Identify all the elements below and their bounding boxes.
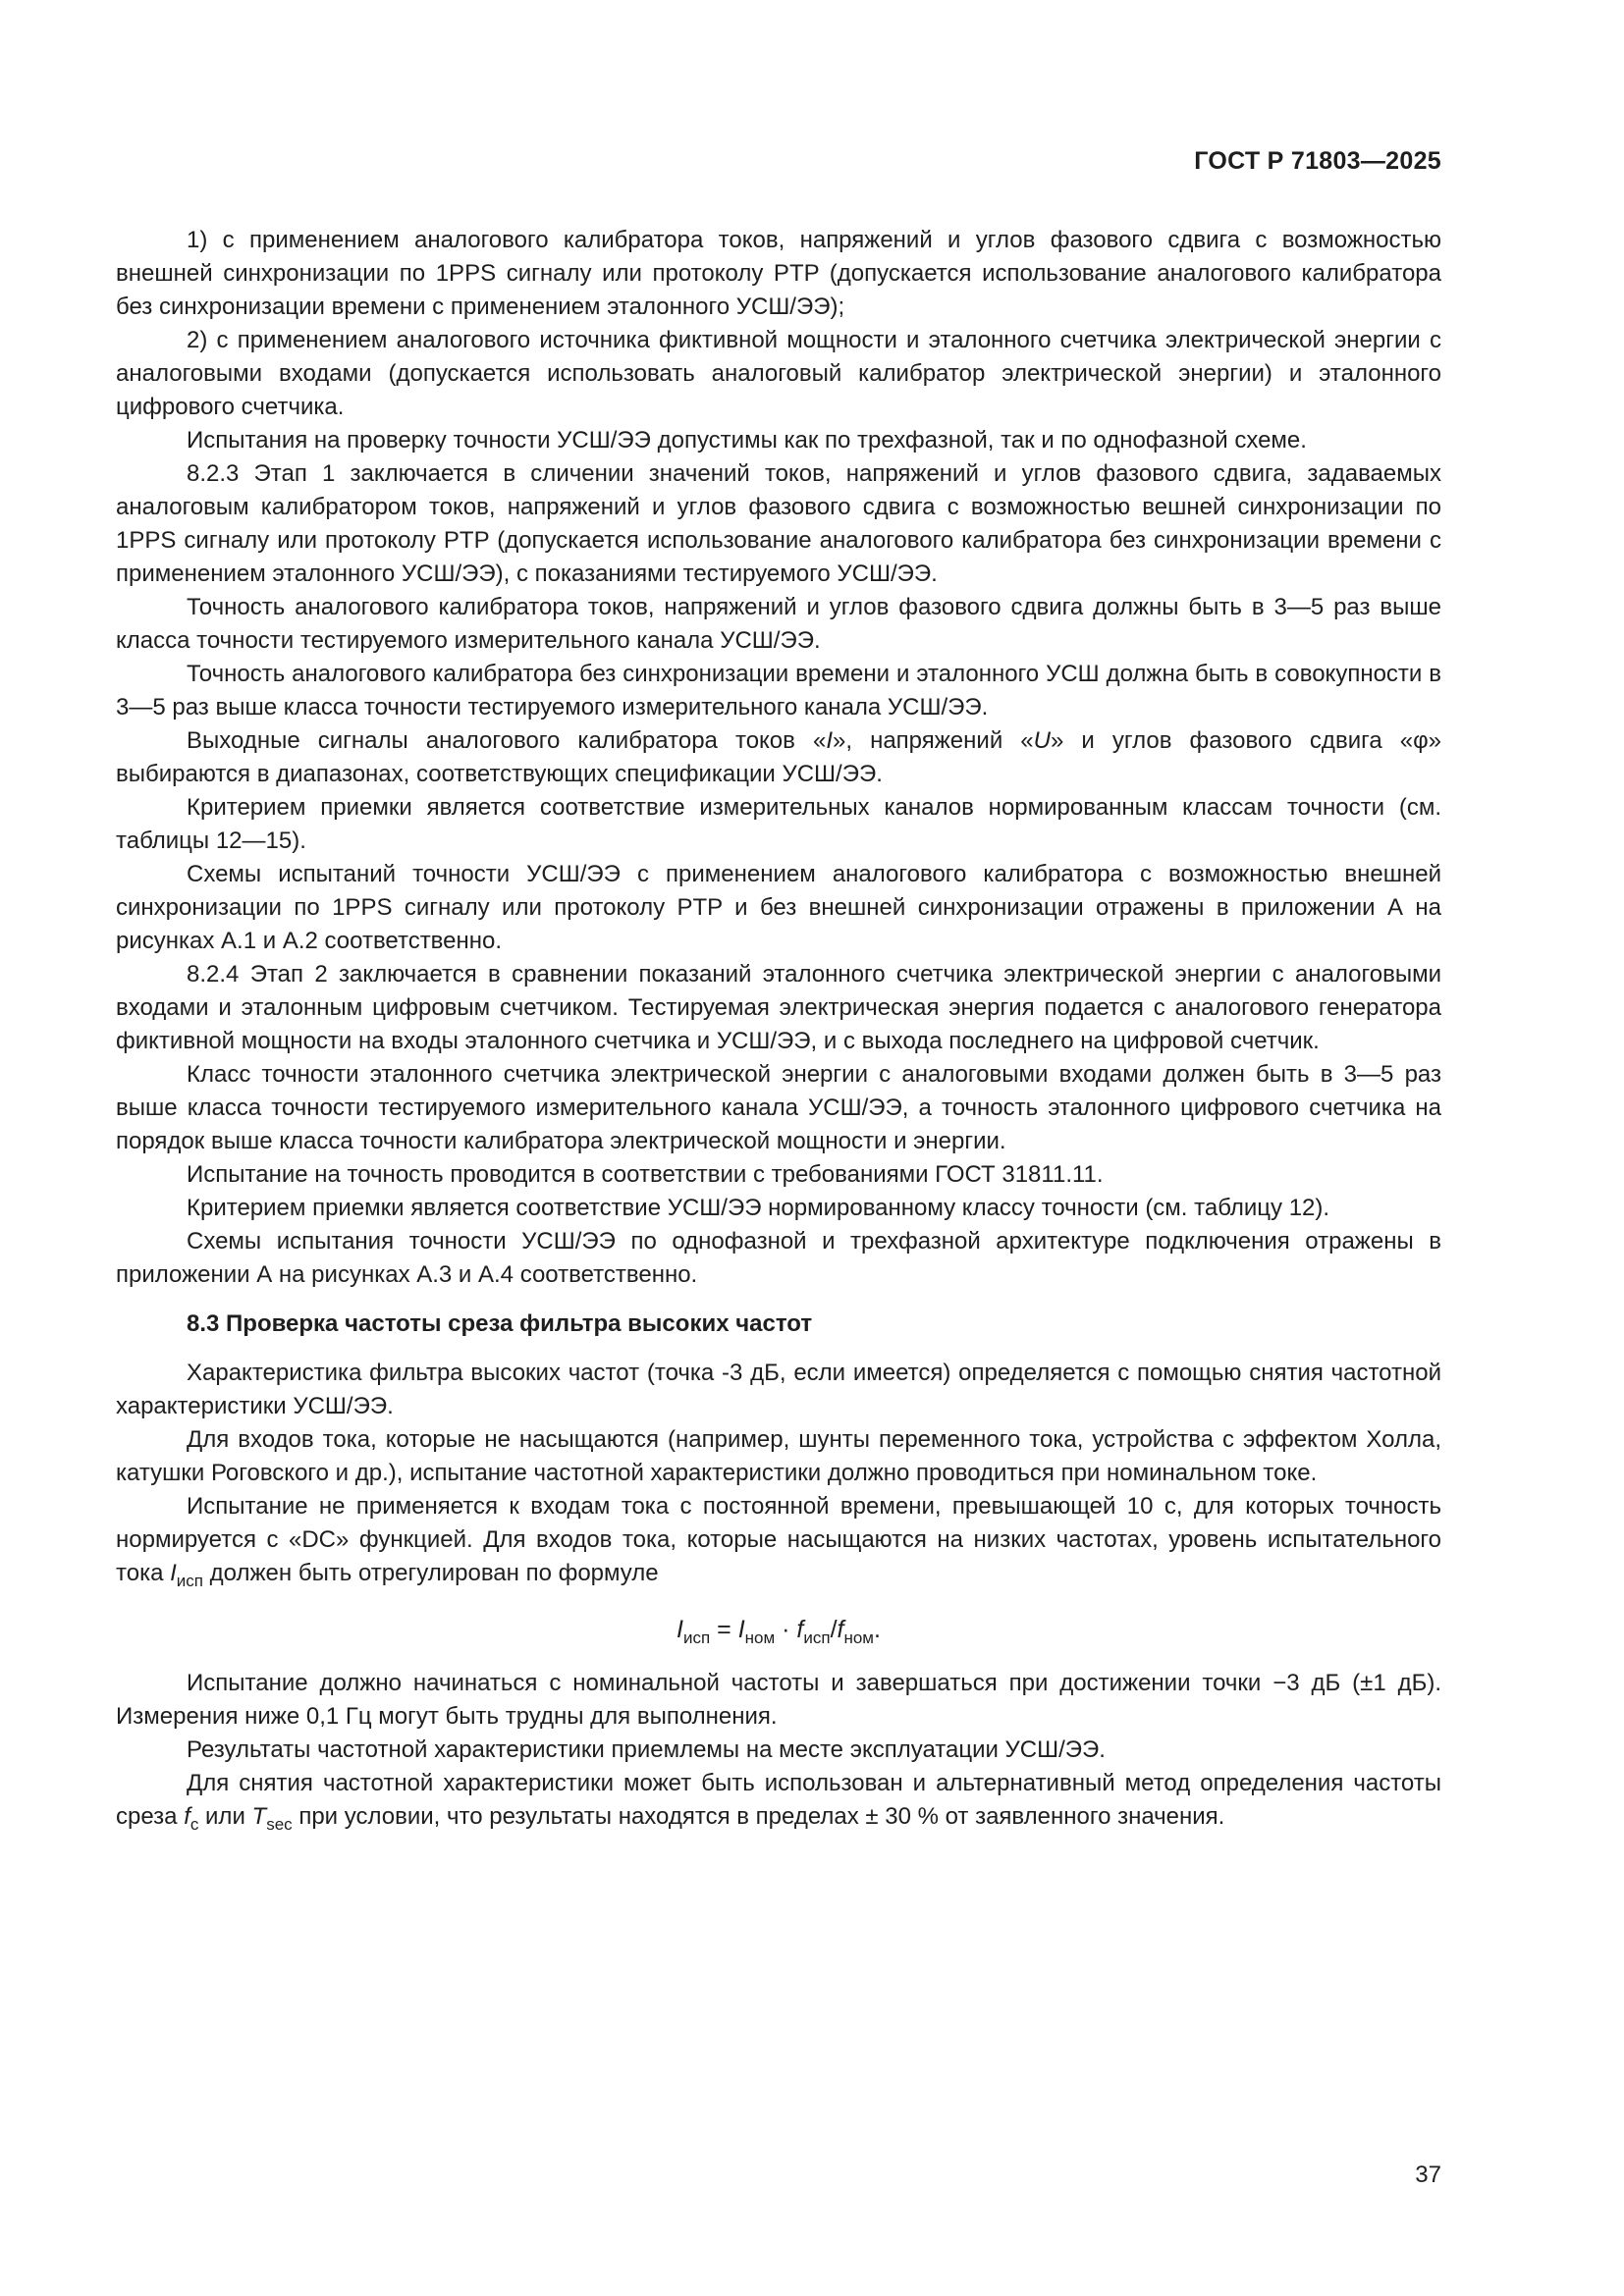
paragraph: Критерием приемки является соответствие измерительных каналов нормированным классам точности (см. таблицы 12—15).: [116, 794, 1441, 854]
paragraph: Класс точности эталонного счетчика электрической энергии с аналоговыми входами должен быть в 3—5 раз выше класса точности тестируемого измерительного канала УСШ/ЭЭ, а точность эталонного цифрового счетчика на порядок выше класса точности калибратора электрической мощности и энергии.: [116, 1061, 1441, 1154]
paragraph-alternative-method: Для снятия частотной характеристики может быть использован и альтернативный метод определения частоты среза $f_c$ или $T_{sec}$ при условии, что результаты находятся в пределах ± 30 % от заявленного значения.: [116, 1770, 1441, 1834]
paragraph: Испытание должно начинаться с номинальной частоты и завершаться при достижении точки −3 дБ (±1 дБ). Измерения ниже 0,1 Гц могут быть трудны для выполнения.: [116, 1670, 1441, 1730]
paragraph: Точность аналогового калибратора токов, напряжений и углов фазового сдвига должны быть в 3—5 раз выше класса точности тестируемого измерительного канала УСШ/ЭЭ.: [116, 594, 1441, 654]
page-number: 37: [1415, 2162, 1441, 2188]
paragraph: Испытания на проверку точности УСШ/ЭЭ допустимы как по трехфазной, так и по однофазной схеме.: [187, 427, 1307, 454]
paragraph: Характеристика фильтра высоких частот (точка -3 дБ, если имеется) определяется с помощью снятия частотной характеристики УСШ/ЭЭ.: [116, 1360, 1441, 1419]
section-heading: 8.3 Проверка частоты среза фильтра высоких частот: [187, 1310, 813, 1337]
paragraph: Точность аналогового калибратора без синхронизации времени и эталонного УСШ должна быть в совокупности в 3—5 раз выше класса точности тестируемого измерительного канала УСШ/ЭЭ.: [116, 661, 1441, 721]
paragraph: 2) с применением аналогового источника фиктивной мощности и эталонного счетчика электрической энергии с аналоговыми входами (допускается использовать аналоговый калибратор электрической энергии) и эталонного цифрового счетчика.: [116, 327, 1441, 420]
paragraph: Результаты частотной характеристики приемлемы на месте эксплуатации УСШ/ЭЭ.: [187, 1736, 1106, 1763]
paragraph: 1) с применением аналогового калибратора токов, напряжений и углов фазового сдвига с возможностью внешней синхронизации по 1PPS сигналу или протоколу PTP (допускается использование аналогового калибратора без синхронизации времени с применением эталонного УСШ/ЭЭ);: [116, 227, 1441, 320]
paragraph: Схемы испытания точности УСШ/ЭЭ по однофазной и трехфазной архитектуре подключения отражены в приложении А на рисунках А.3 и А.4 соответственно.: [116, 1228, 1441, 1288]
paragraph: 8.2.3 Этап 1 заключается в сличении значений токов, напряжений и углов фазового сдвига, задаваемых аналоговым калибратором токов, напряжений и углов фазового сдвига с возможностью вешней синхронизации по 1PPS сигналу или протоколу PTP (допускается использование аналогового калибратора без синхронизации времени с применением эталонного УСШ/ЭЭ), с показаниями тестируемого УСШ/ЭЭ.: [116, 460, 1441, 587]
paragraph: 8.2.4 Этап 2 заключается в сравнении показаний эталонного счетчика электрической энергии с аналоговыми входами и эталонным цифровым счетчиком. Тестируемая электрическая энергия подается с аналогового генератора фиктивной мощности на входы эталонного счетчика и УСШ/ЭЭ, и с выхода последнего на цифровой счетчик.: [116, 961, 1441, 1054]
paragraph-dc: Испытание не применяется к входам тока с постоянной времени, превышающей 10 с, для которых точность нормируется с «DC» функцией. Для входов тока, которые насыщаются на низких частотах, уровень испытательного тока $I_{исп}$ должен быть отрегулирован по формуле: [116, 1493, 1441, 1590]
paragraph: Испытание на точность проводится в соответствии с требованиями ГОСТ 31811.11.: [187, 1161, 1104, 1188]
page-body: [116, 224, 1441, 1834]
paragraph-output-signals: Выходные сигналы аналогового калибратора токов «I», напряжений «U» и углов фазового сдвига «φ» выбираются в диапазонах, соответствующих спецификации УСШ/ЭЭ.: [116, 727, 1441, 787]
formula: $I_{исп} = I_{ном} \cdot f_{исп}/f_{ном}$.: [677, 1616, 881, 1647]
paragraph: Схемы испытаний точности УСШ/ЭЭ с применением аналогового калибратора с возможностью внешней синхронизации по 1PPS сигналу или протоколу PTP и без внешней синхронизации отражены в приложении А на рисунках А.1 и А.2 соответственно.: [116, 861, 1441, 954]
document-code: ГОСТ Р 71803—2025: [1194, 147, 1441, 175]
paragraph: Для входов тока, которые не насыщаются (например, шунты переменного тока, устройства с эффектом Холла, катушки Роговского и др.), испытание частотной характеристики должно проводиться при номинальном токе.: [116, 1426, 1441, 1486]
paragraph: Критерием приемки является соответствие УСШ/ЭЭ нормированному классу точности (см. таблицу 12).: [187, 1195, 1330, 1221]
